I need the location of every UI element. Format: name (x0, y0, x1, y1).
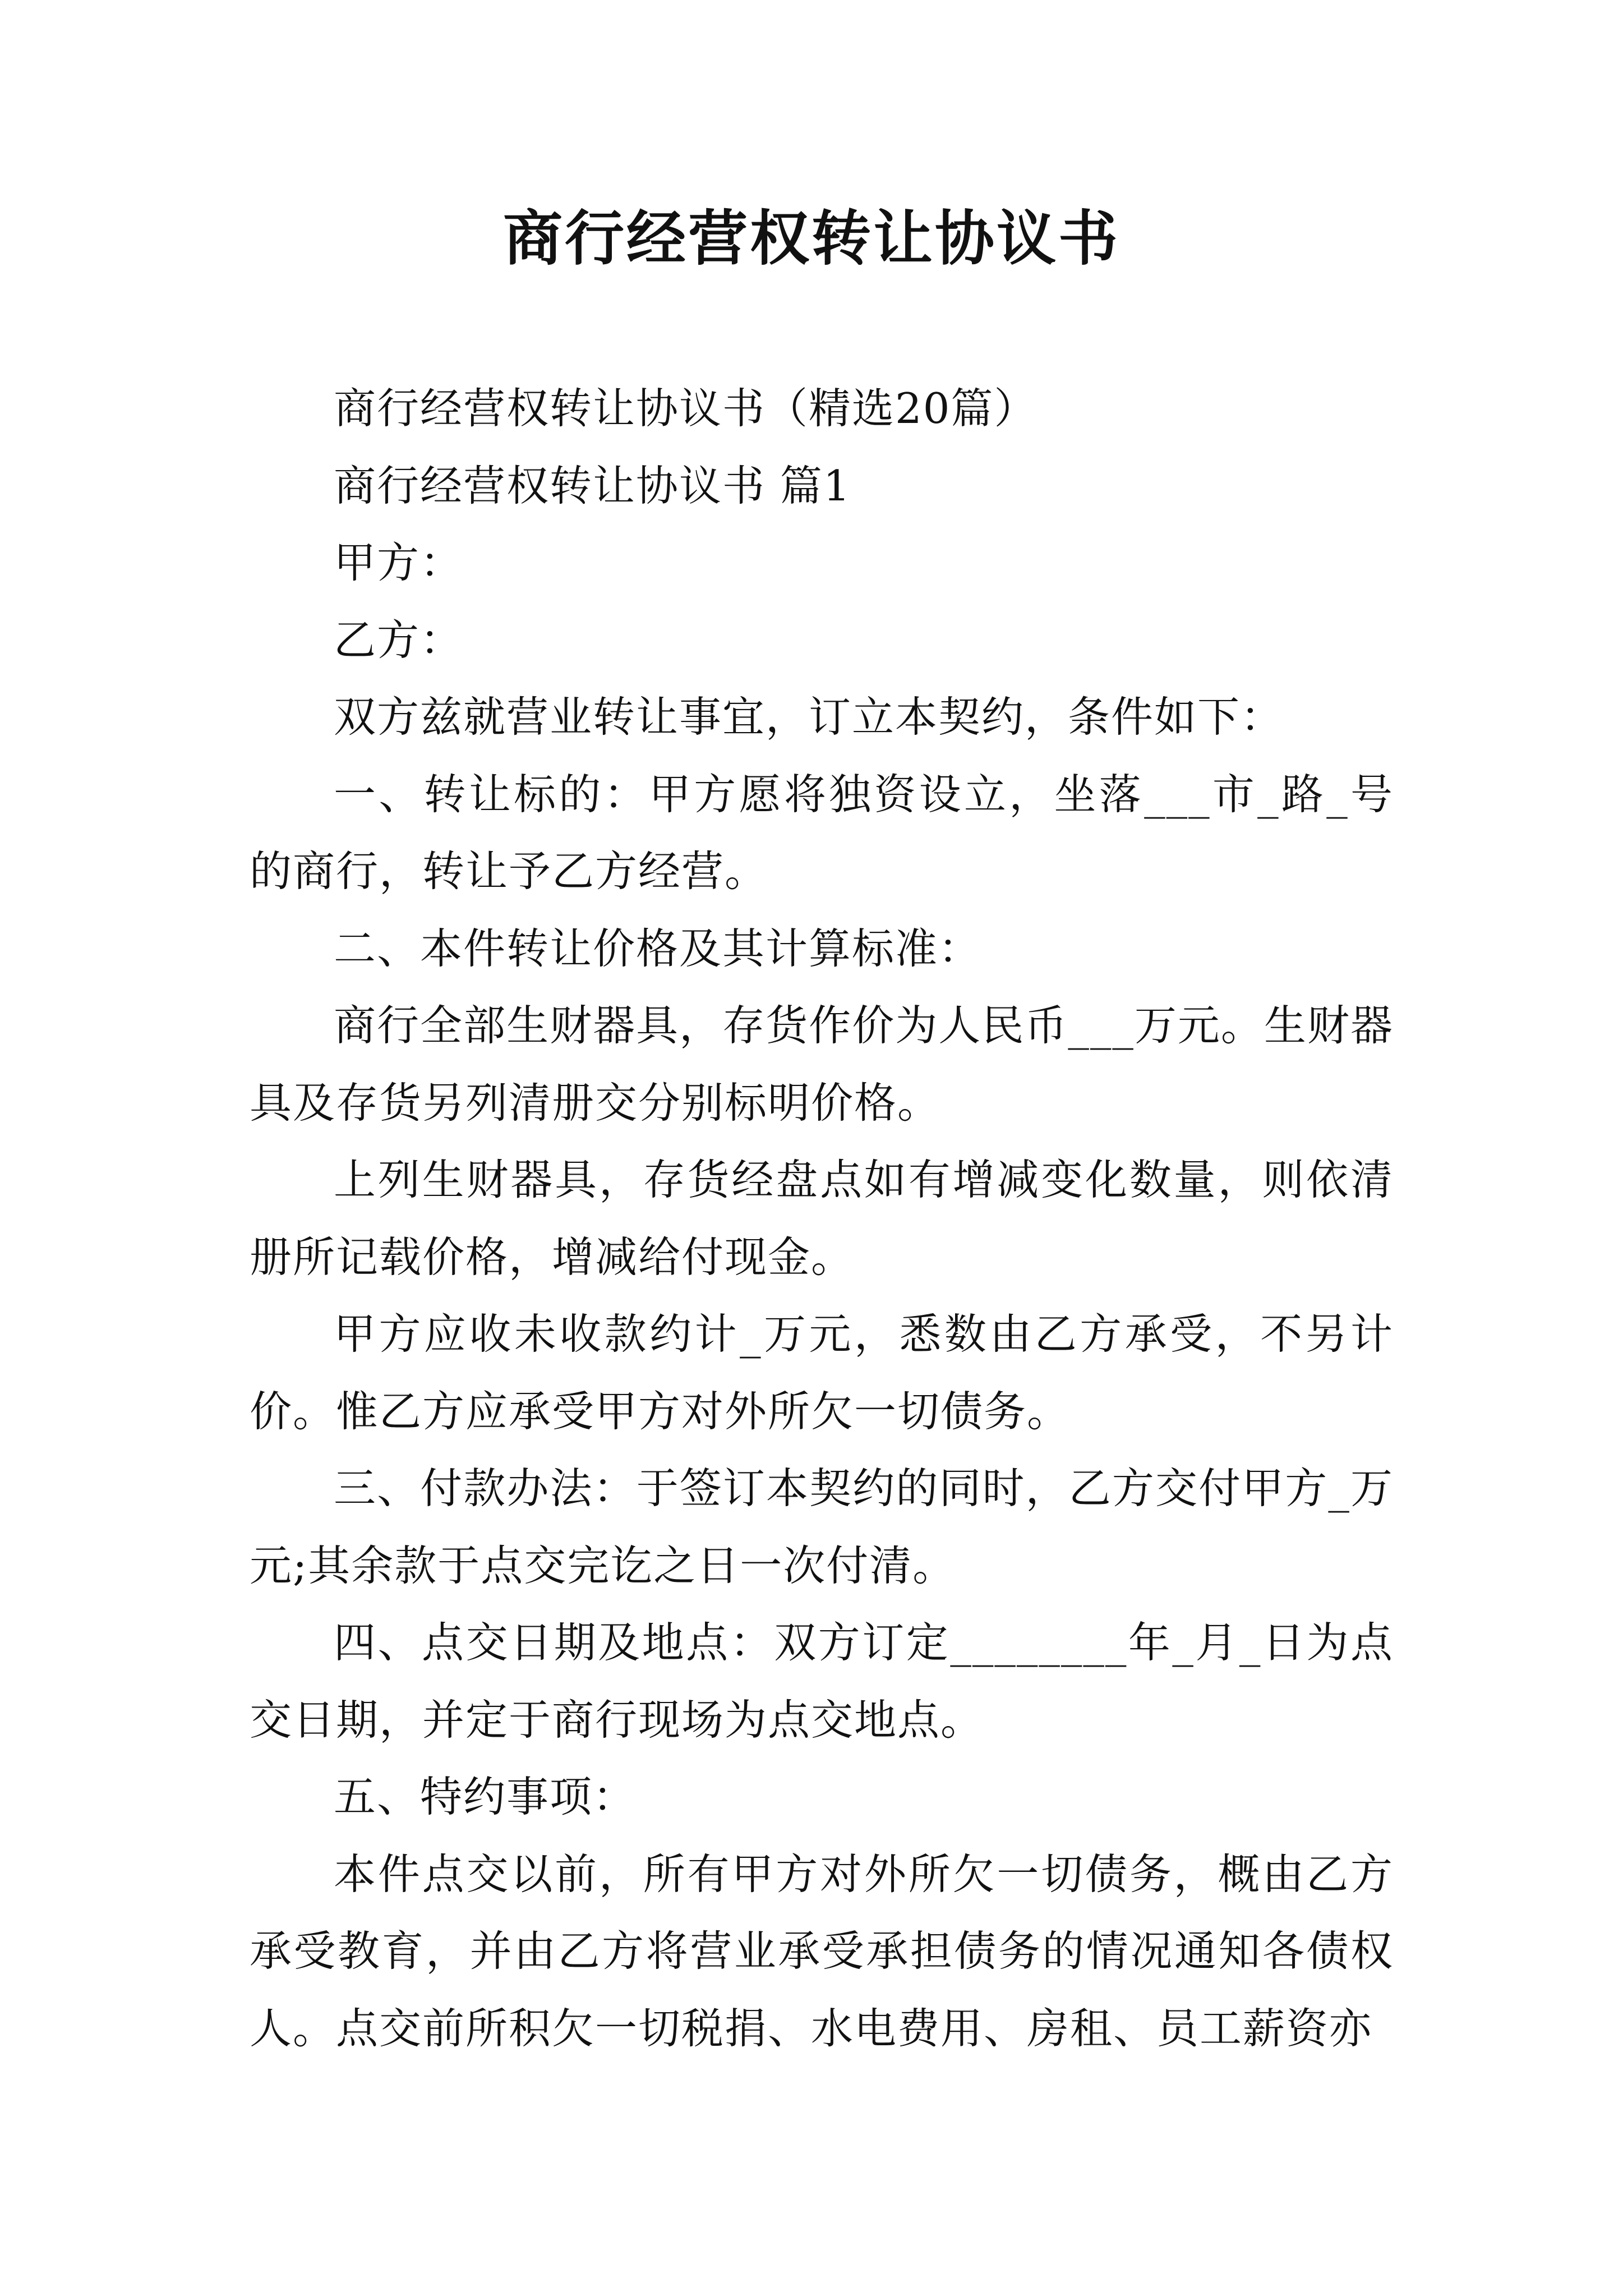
paragraph-intro: 双方兹就营业转让事宜，订立本契约，条件如下： (334, 692, 1284, 742)
paragraph-clause-1: 一、转让标的：甲方愿将独资设立，坐落___市_路_号的商行，转让予乙方经营。 (250, 769, 1394, 896)
paragraph-inventory: 上列生财器具，存货经盘点如有增减变化数量，则依清册所记载价格，增减给付现金。 (250, 1155, 1394, 1282)
paragraph-party-a: 甲方： (334, 538, 464, 587)
document-body (250, 370, 1394, 2067)
paragraph-clause-3: 三、付款办法：于签订本契约的同时，乙方交付甲方_万元;其余款于点交完讫之日一次付清。 (250, 1464, 1394, 1590)
paragraph-party-b: 乙方： (334, 615, 464, 665)
paragraph-clause-4: 四、点交日期及地点：双方订定________年_月_日为点交日期，并定于商行现场为点交地点。 (250, 1618, 1394, 1745)
document-title: 商行经营权转让协议书 (503, 203, 1120, 273)
paragraph-clause-5: 五、特约事项： (334, 1772, 637, 1821)
paragraph-collection-title: 商行经营权转让协议书（精选20篇） (334, 384, 1038, 433)
paragraph-receivables: 甲方应收未收款约计_万元，悉数由乙方承受，不另计价。惟乙方应承受甲方对外所欠一切债务。 (250, 1309, 1394, 1436)
paragraph-clause-2: 二、本件转让价格及其计算标准： (334, 923, 982, 973)
paragraph-price: 商行全部生财器具，存货作价为人民币___万元。生财器具及存货另列清册交分别标明价格。 (250, 1001, 1394, 1128)
paragraph-section-heading: 商行经营权转让协议书 篇1 (334, 461, 851, 510)
paragraph-special-terms: 本件点交以前，所有甲方对外所欠一切债务，概由乙方承受教育，并由乙方将营业承受承担债务的情况通知各债权人。点交前所积欠一切税捐、水电费用、房租、员工薪资亦 (250, 1849, 1394, 2053)
